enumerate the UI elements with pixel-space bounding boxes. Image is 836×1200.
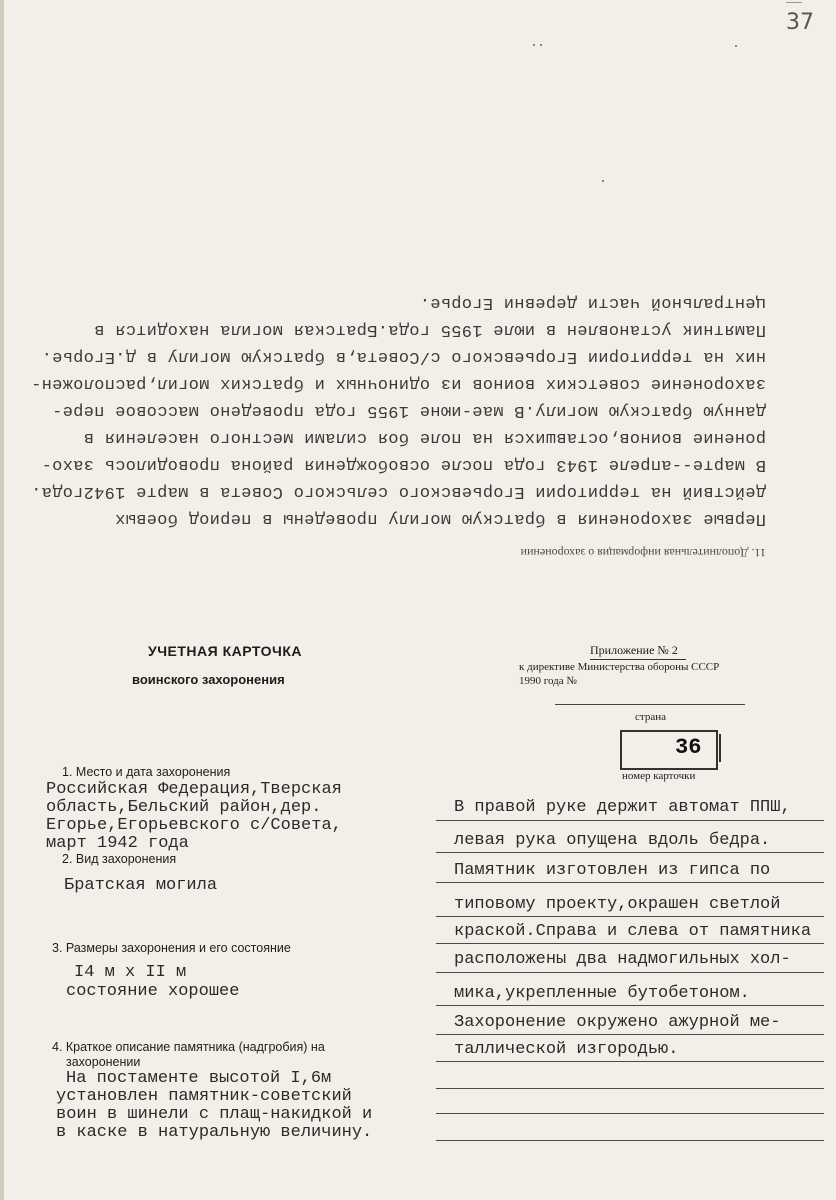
monument-line: установлен памятник-советский bbox=[56, 1087, 352, 1106]
reverse-line: ронение воинов,оставшихся на поле боя силами местного населения в bbox=[83, 428, 766, 447]
reverse-line: центральной части деревни Егорье. bbox=[419, 293, 766, 312]
description-line: Захоронение окружено ажурной ме- bbox=[454, 1013, 781, 1032]
size-label: 3. Размеры захоронения и его состояние bbox=[52, 941, 291, 955]
card-number-box bbox=[620, 730, 718, 770]
card-number-divider bbox=[719, 734, 721, 762]
reverse-line: захоронение советских воинов из одиночных и братских могил,расположен- bbox=[30, 374, 766, 393]
ruled-line bbox=[436, 852, 824, 853]
description-line: левая рука опущена вдоль бедра. bbox=[454, 831, 771, 850]
ruled-line bbox=[436, 1005, 824, 1006]
place-line: область,Бельский район,дер. bbox=[46, 798, 322, 817]
place-line: март 1942 года bbox=[46, 834, 189, 853]
reverse-heading: 11. Дополнительная информация о захоронении bbox=[520, 546, 766, 560]
country-line bbox=[555, 704, 745, 705]
reverse-line: данную братскую могилу.В мае-июне 1955 года проведено массовое пере- bbox=[51, 401, 766, 420]
directive-line-2: 1990 года № bbox=[519, 675, 577, 687]
ruled-line bbox=[436, 916, 824, 917]
appendix-label: Приложение № 2 bbox=[590, 643, 678, 657]
reverse-line: действий на территории Егорьевского сельского Совета в марте 1942года. bbox=[30, 482, 766, 501]
ruled-line bbox=[436, 1088, 824, 1089]
card-subtitle: воинского захоронения bbox=[132, 672, 285, 687]
directive-line-1: к директиве Министерства обороны СССР bbox=[519, 661, 720, 673]
place-line: Егорье,Егорьевского с/Совета, bbox=[46, 816, 342, 835]
ruled-line bbox=[436, 1140, 824, 1141]
ruled-line bbox=[436, 1061, 824, 1062]
card-title: УЧЕТНАЯ КАРТОЧКА bbox=[148, 643, 303, 659]
place-line: Российская Федерация,Тверская bbox=[46, 780, 342, 799]
description-line: типовому проекту,окрашен светлой bbox=[454, 895, 781, 914]
reverse-line: В марте--апреле 1943 года после освобождения района проводилось захо- bbox=[41, 455, 766, 474]
ruled-line bbox=[436, 943, 824, 944]
type-label: 2. Вид захоронения bbox=[62, 852, 177, 866]
card-number-label: номер карточки bbox=[622, 770, 696, 782]
monument-label-2: захоронении bbox=[66, 1055, 141, 1069]
handwritten-page-number: 37 bbox=[786, 10, 814, 35]
size-dimensions: I4 м х II м bbox=[74, 963, 187, 982]
monument-line: в каске в натуральную величину. bbox=[56, 1123, 373, 1142]
ruled-line bbox=[436, 972, 824, 973]
reverse-line: Первые захоронения в братскую могилу проведены в период боевых bbox=[114, 509, 766, 528]
ruled-line bbox=[436, 1034, 824, 1035]
description-line: таллической изгородью. bbox=[454, 1040, 679, 1059]
description-line: расположены два надмогильных хол- bbox=[454, 950, 791, 969]
description-line: мика,укрепленные бутобетоном. bbox=[454, 984, 750, 1003]
ruled-line bbox=[436, 882, 824, 883]
monument-label: 4. Краткое описание памятника (надгробия) на bbox=[52, 1040, 325, 1054]
card-number: 36 bbox=[675, 735, 702, 760]
place-label: 1. Место и дата захоронения bbox=[62, 765, 231, 779]
monument-line: воин в шинели с плащ-накидкой и bbox=[56, 1105, 373, 1124]
type-value: Братская могила bbox=[64, 876, 218, 895]
size-condition: состояние хорошее bbox=[66, 982, 240, 1001]
description-line: Памятник изготовлен из гипса по bbox=[454, 861, 771, 880]
monument-line: На постаменте высотой I,6м bbox=[66, 1069, 332, 1088]
country-label: страна bbox=[635, 711, 666, 723]
reverse-line: Памятник установлен в июле 1955 года.Братская могила находится в bbox=[93, 320, 766, 339]
ruled-line bbox=[436, 820, 824, 821]
directive-text bbox=[519, 660, 719, 688]
description-line: краской.Справа и слева от памятника bbox=[454, 922, 812, 941]
reverse-line: них на территории Егорьевского с/Совета,в братскую могилу в д.Егорье. bbox=[41, 347, 766, 366]
ruled-line bbox=[436, 1113, 824, 1114]
description-line: В правой руке держит автомат ППШ, bbox=[454, 798, 791, 817]
